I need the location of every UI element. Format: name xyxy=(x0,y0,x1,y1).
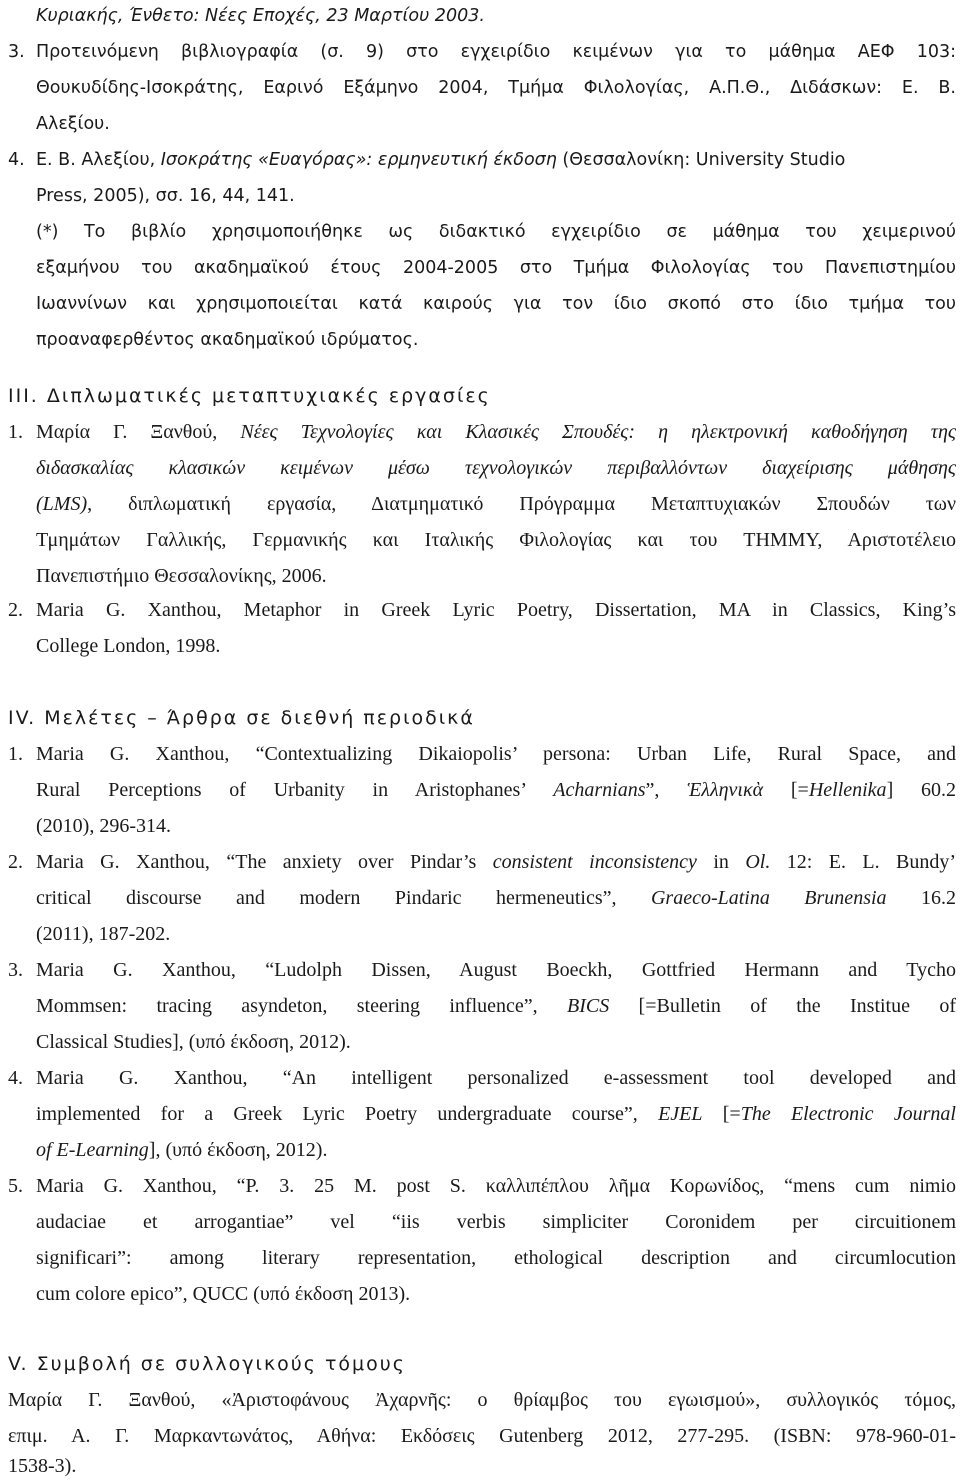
footnote-line: Ιωαννίνων και χρησιμοποιείται κατά καιρούς για τον ίδιο σκοπό στο ίδιο τμήμα του xyxy=(36,294,956,314)
entry-text-line: Θουκυδίδης-Ισοκράτης, Εαρινό Εξάμηνο 2004, Τμήμα Φιλολογίας, Α.Π.Θ., Διδάσκων: Ε. Β. xyxy=(36,78,956,98)
entry-text-line: (2011), 187-202. xyxy=(36,923,171,945)
entry-text-line: Μαρία Γ. Ξανθού, Νέες Τεχνολογίες και Κλασικές Σπουδές: η ηλεκτρονική καθοδήγηση της xyxy=(36,421,956,443)
entry-text-line: implemented for a Greek Lyric Poetry undergraduate course”, EJEL [=The Electronic Journal xyxy=(36,1103,956,1125)
entry-number: 2. xyxy=(8,851,23,873)
entry-text-line: Πανεπιστήμιο Θεσσαλονίκης, 2006. xyxy=(36,565,327,587)
footnote-line: (*) Το βιβλίο χρησιμοποιήθηκε ως διδακτικό εγχειρίδιο σε μάθημα του χειμερινού xyxy=(36,222,956,242)
entry-text-line: Classical Studies], (υπό έκδοση, 2012). xyxy=(36,1031,351,1053)
entry-text-line: Rural Perceptions of Urbanity in Aristophanes’ Acharnians”, Ἑλληνικὰ [=Hellenika] 60.2 xyxy=(36,779,956,801)
entry-text-line: Maria G. Xanthou, “Ludolph Dissen, August Boeckh, Gottfried Hermann and Tycho xyxy=(36,959,956,981)
entry-text-line: cum colore epico”, QUCC (υπό έκδοση 2013). xyxy=(36,1283,411,1305)
entry-text-line: College London, 1998. xyxy=(36,635,221,657)
entry-text-line: επιμ. Α. Γ. Μαρκαντωνάτος, Αθήνα: Εκδόσεις Gutenberg 2012, 277-295. (ISBN: 978-960-01- xyxy=(8,1425,956,1447)
entry-number: 1. xyxy=(8,743,23,765)
entry-number: 1. xyxy=(8,421,23,443)
entry-number: 3. xyxy=(8,959,23,981)
entry-text-line: audaciae et arrogantiae” vel “iis verbis simpliciter Coronidem per circuitionem xyxy=(36,1211,956,1233)
entry-text-line: Maria G. Xanthou, “P. 3. 25 M. post S. καλλιπέπλου λῆμα Κορωνίδος, “mens cum nimio xyxy=(36,1175,956,1197)
entry-number: 2. xyxy=(8,599,23,621)
entry-text-line: Αλεξίου. xyxy=(36,114,110,134)
entry-text-line: Maria G. Xanthou, “The anxiety over Pindar’s consistent inconsistency in Ol. 12: E. L. Bundy’ xyxy=(36,851,957,873)
section-heading: IV. Μελέτες – Άρθρα σε διεθνή περιοδικά xyxy=(8,707,475,729)
entry-text-line: διδασκαλίας κλασικών κειμένων μέσω τεχνολογικών περιβαλλόντων διαχείρισης μάθησης xyxy=(36,457,956,479)
footnote-line: προαναφερθέντος ακαδημαϊκού ιδρύματος. xyxy=(36,330,419,350)
entry-number: 3. xyxy=(8,42,25,62)
entry-text-line: of E-Learning], (υπό έκδοση, 2012). xyxy=(36,1139,328,1161)
entry-text-line: Maria G. Xanthou, Metaphor in Greek Lyric Poetry, Dissertation, MA in Classics, King’s xyxy=(36,599,956,621)
entry-text-line: Mommsen: tracing asyndeton, steering influence”, BICS [=Bulletin of the Institue of xyxy=(36,995,956,1017)
entry-text-line: Maria G. Xanthou, “An intelligent personalized e-assessment tool developed and xyxy=(36,1067,956,1089)
entry-text-line: Ε. Β. Αλεξίου, Ισοκράτης «Ευαγόρας»: ερμηνευτική έκδοση (Θεσσαλονίκη: University Studio xyxy=(36,150,846,170)
entry-text-line: (2010), 296-314. xyxy=(36,815,171,837)
entry-text-line: critical discourse and modern Pindaric hermeneutics”, Graeco-Latina Brunensia 16.2 xyxy=(36,887,956,909)
entry-number: 4. xyxy=(8,150,25,170)
entry-text-line: Μαρία Γ. Ξανθού, «Ἀριστοφάνους Ἀχαρνῆς: ο θρίαμβος του εγωισμού», συλλογικός τόμος, xyxy=(8,1389,956,1411)
entry-text-line: 1538-3). xyxy=(8,1455,77,1477)
continuation-line: Κυριακής, Ένθετο: Νέες Εποχές, 23 Μαρτίου 2003. xyxy=(36,6,485,26)
section-heading: III. Διπλωματικές μεταπτυχιακές εργασίες xyxy=(8,385,491,407)
entry-text-line: Press, 2005), σσ. 16, 44, 141. xyxy=(36,186,295,206)
entry-number: 4. xyxy=(8,1067,23,1089)
entry-text-line: Τμημάτων Γαλλικής, Γερμανικής και Ιταλικής Φιλολογίας και του ΤΗΜΜΥ, Αριστοτέλειο xyxy=(36,529,956,551)
footnote-line: εξαμήνου του ακαδημαϊκού έτους 2004-2005 στο Τμήμα Φιλολογίας του Πανεπιστημίου xyxy=(36,258,956,278)
entry-text-line: Προτεινόμενη βιβλιογραφία (σ. 9) στο εγχειρίδιο κειμένων για το μάθημα ΑΕΦ 103: xyxy=(36,42,956,62)
entry-text-line: significari”: among literary representation, ethological description and circumlocution xyxy=(36,1247,956,1269)
section-heading: V. Συμβολή σε συλλογικούς τόμους xyxy=(8,1353,406,1375)
entry-number: 5. xyxy=(8,1175,23,1197)
entry-text-line: (LMS), διπλωματική εργασία, Διατμηματικό Πρόγραμμα Μεταπτυχιακών Σπουδών των xyxy=(36,493,956,515)
entry-text-line: Maria G. Xanthou, “Contextualizing Dikaiopolis’ persona: Urban Life, Rural Space, and xyxy=(36,743,956,765)
